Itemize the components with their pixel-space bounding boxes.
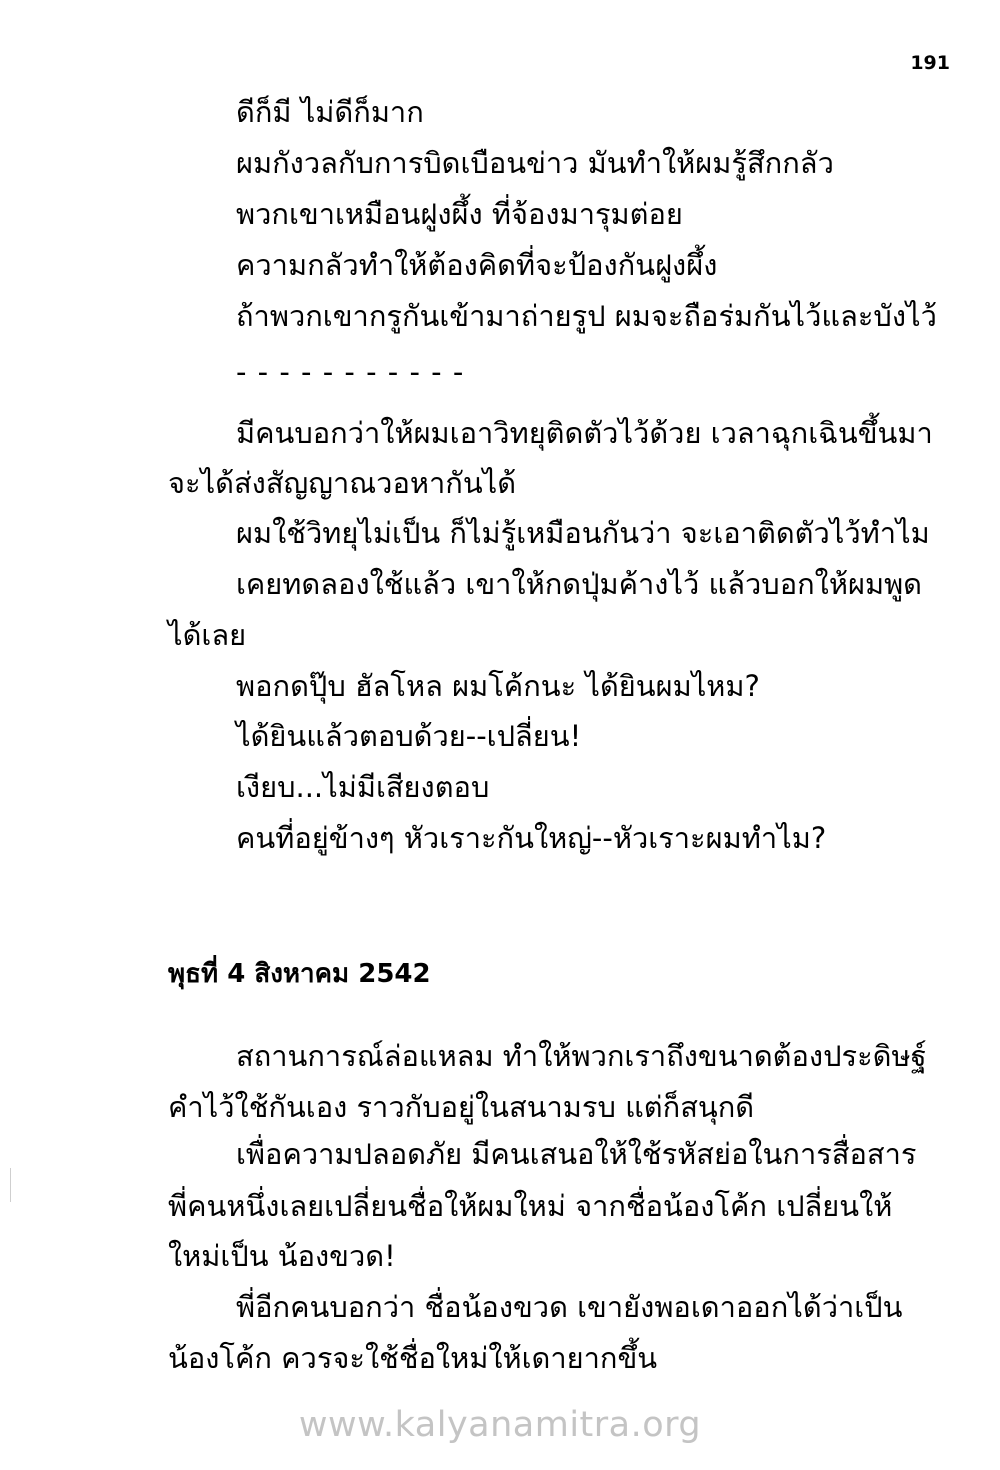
paragraph-line: ความกลัวทำให้ต้องคิดที่จะป้องกันฝูงผึ้ง [236, 248, 718, 282]
watermark: www.kalyanamitra.org [298, 1405, 702, 1445]
paragraph-line: น้องโค้ก ควรจะใช้ชื่อใหม่ให้เดายากขึ้น [168, 1341, 658, 1375]
margin-mark [10, 1168, 11, 1202]
paragraph-line: คำไว้ใช้กันเอง ราวกับอยู่ในสนามรบ แต่ก็สนุกดี [168, 1090, 755, 1124]
paragraph-line: มีคนบอกว่าให้ผมเอาวิทยุติดตัวไว้ด้วย เวลาฉุกเฉินขึ้นมา [236, 416, 933, 450]
paragraph-line: ถ้าพวกเขากรูกันเข้ามาถ่ายรูป ผมจะถือร่มกันไว้และบังไว้ [236, 299, 937, 333]
paragraph-line: ดีก็มี ไม่ดีก็มาก [236, 95, 424, 129]
page-number: 191 [910, 52, 950, 74]
paragraph-line: จะได้ส่งสัญญาณวอหากันได้ [168, 466, 517, 500]
paragraph-line: เคยทดลองใช้แล้ว เขาให้กดปุ่มค้างไว้ แล้วบอกให้ผมพูด [236, 567, 923, 601]
paragraph-line: เพื่อความปลอดภัย มีคนเสนอให้ใช้รหัสย่อในการสื่อสาร [236, 1137, 917, 1171]
paragraph-line: ได้ยินแล้วตอบด้วย--เปลี่ยน! [236, 719, 582, 753]
paragraph-line: คนที่อยู่ข้างๆ หัวเราะกันใหญ่--หัวเราะผมทำไม? [236, 821, 827, 855]
paragraph-line: ใหม่เป็น น้องขวด! [168, 1239, 396, 1273]
paragraph-line: ผมกังวลกับการบิดเบือนข่าว มันทำให้ผมรู้สึกกลัว [236, 146, 834, 180]
paragraph-line: ผมใช้วิทยุไม่เป็น ก็ไม่รู้เหมือนกันว่า จะเอาติดตัวไว้ทำไม [236, 516, 930, 550]
paragraph-line: ได้เลย [168, 618, 247, 652]
separator-dashes: - - - - - - - - - - - [236, 355, 465, 389]
paragraph-line: พี่อีกคนบอกว่า ชื่อน้องขวด เขายังพอเดาออกได้ว่าเป็น [236, 1290, 903, 1324]
paragraph-line: เงียบ...ไม่มีเสียงตอบ [236, 770, 490, 804]
paragraph-line: พวกเขาเหมือนฝูงผึ้ง ที่จ้องมารุมต่อย [236, 197, 683, 231]
section-heading: พุธที่ 4 สิงหาคม 2542 [168, 959, 431, 989]
paragraph-line: พี่คนหนึ่งเลยเปลี่ยนชื่อให้ผมใหม่ จากชื่อน้องโค้ก เปลี่ยนให้ [168, 1189, 893, 1223]
paragraph-line: พอกดปุ๊บ ฮัลโหล ผมโค้กนะ ได้ยินผมไหม? [236, 669, 760, 703]
paragraph-line: สถานการณ์ล่อแหลม ทำให้พวกเราถึงขนาดต้องประดิษฐ์ [236, 1039, 927, 1073]
